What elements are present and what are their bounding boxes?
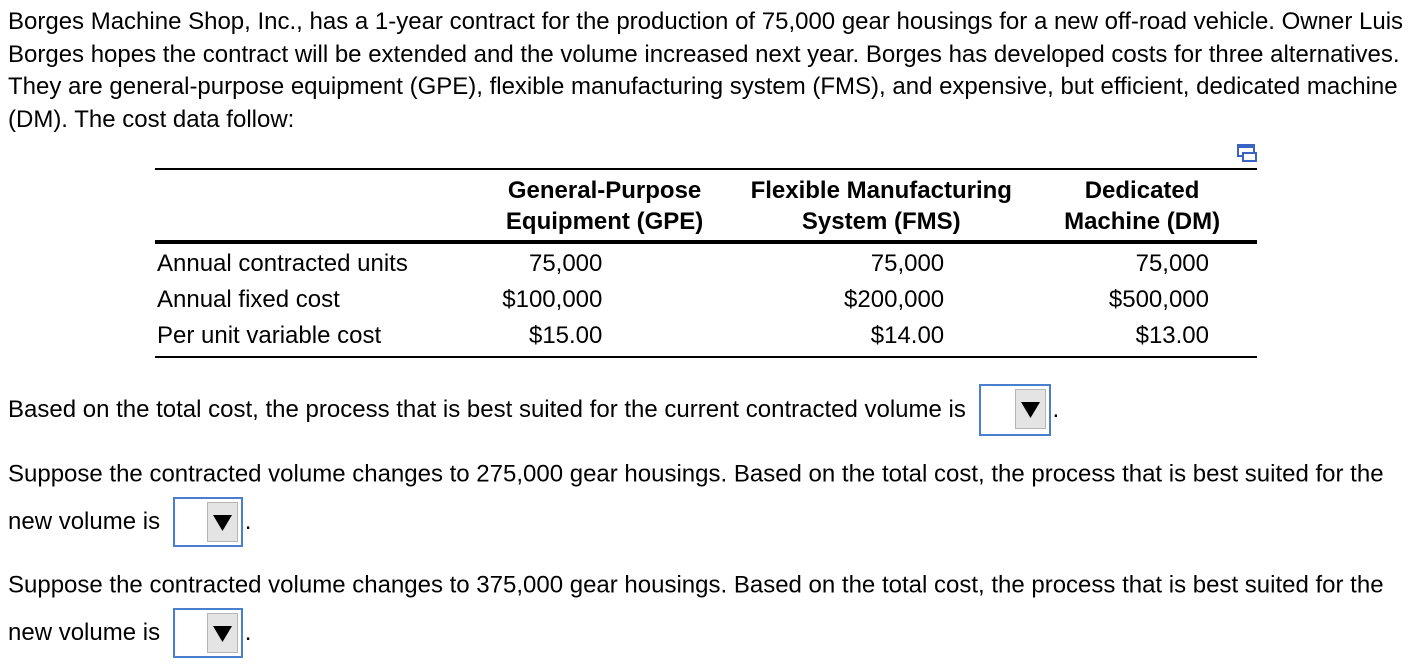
- question-1-period: .: [1052, 396, 1060, 423]
- triangle-down-icon: [1021, 402, 1040, 418]
- question-1-dropdown[interactable]: [979, 384, 1051, 436]
- cell-gpe: $15.00: [528, 322, 603, 349]
- cell-gpe: 75,000: [528, 250, 603, 277]
- row-label: Per unit variable cost: [157, 322, 382, 349]
- question-3: [8, 563, 1418, 658]
- header-gpe-line2: Equipment (GPE): [505, 208, 704, 235]
- question-2: [8, 452, 1418, 547]
- question-1-text: Based on the total cost, the process that is best suited for the current contracted volume is: [8, 396, 966, 423]
- table-row: [155, 282, 1257, 318]
- header-fms-line1: Flexible Manufacturing: [750, 177, 1012, 204]
- table-row: [155, 242, 1257, 282]
- cell-gpe: $100,000: [502, 286, 603, 313]
- cell-dm: $13.00: [1135, 322, 1209, 349]
- header-dm: [1027, 169, 1257, 242]
- header-dm-line2: Machine (DM): [1064, 208, 1221, 235]
- header-fms-line2: System (FMS): [801, 208, 961, 235]
- dropdown-arrow-button[interactable]: [1015, 389, 1046, 429]
- header-dm-line1: Dedicated: [1084, 177, 1200, 204]
- question-2-text: Suppose the contracted volume changes to 275,000 gear housings. Based on the total cost, the process that is best suited for the new volume is: [8, 460, 1384, 535]
- question-2-period: .: [244, 507, 252, 535]
- row-label: Annual contracted units: [157, 250, 408, 277]
- question-1: [8, 384, 1059, 436]
- header-gpe-line1: General-Purpose: [507, 177, 702, 204]
- cell-fms: $200,000: [844, 286, 945, 313]
- question-3-text: Suppose the contracted volume changes to 375,000 gear housings. Based on the total cost, the process that is best suited for the new volume is: [8, 571, 1384, 646]
- question-3-period: .: [244, 618, 252, 646]
- triangle-down-icon: [213, 515, 232, 531]
- triangle-down-icon: [213, 626, 232, 642]
- table-header-row: [155, 169, 1257, 242]
- header-gpe: [444, 169, 736, 242]
- row-label: Annual fixed cost: [157, 286, 340, 313]
- problem-intro: Borges Machine Shop, Inc., has a 1-year contract for the production of 75,000 gear housings for a new off-road vehicle. Owner Luis Borges hopes the contract will be extended and the volume increased next year. Borges has developed costs for three alternatives. They are general-purpose equipment (GPE), flexible manufacturing system (FMS), and expensive, but efficient, dedicated machine (DM). The cost data follow:: [8, 8, 1404, 133]
- cell-fms: 75,000: [870, 250, 945, 277]
- question-2-dropdown[interactable]: [173, 497, 243, 547]
- table-row: [155, 318, 1257, 357]
- header-fms: [735, 169, 1027, 242]
- cell-fms: $14.00: [870, 322, 945, 349]
- question-3-dropdown[interactable]: [173, 608, 243, 658]
- cell-dm: 75,000: [1135, 250, 1209, 277]
- dropdown-arrow-button[interactable]: [207, 502, 238, 542]
- cell-dm: $500,000: [1108, 286, 1209, 313]
- header-empty: [155, 169, 444, 242]
- dropdown-arrow-button[interactable]: [207, 613, 238, 653]
- copy-icon[interactable]: [1236, 143, 1258, 163]
- cost-data-table: [155, 168, 1257, 358]
